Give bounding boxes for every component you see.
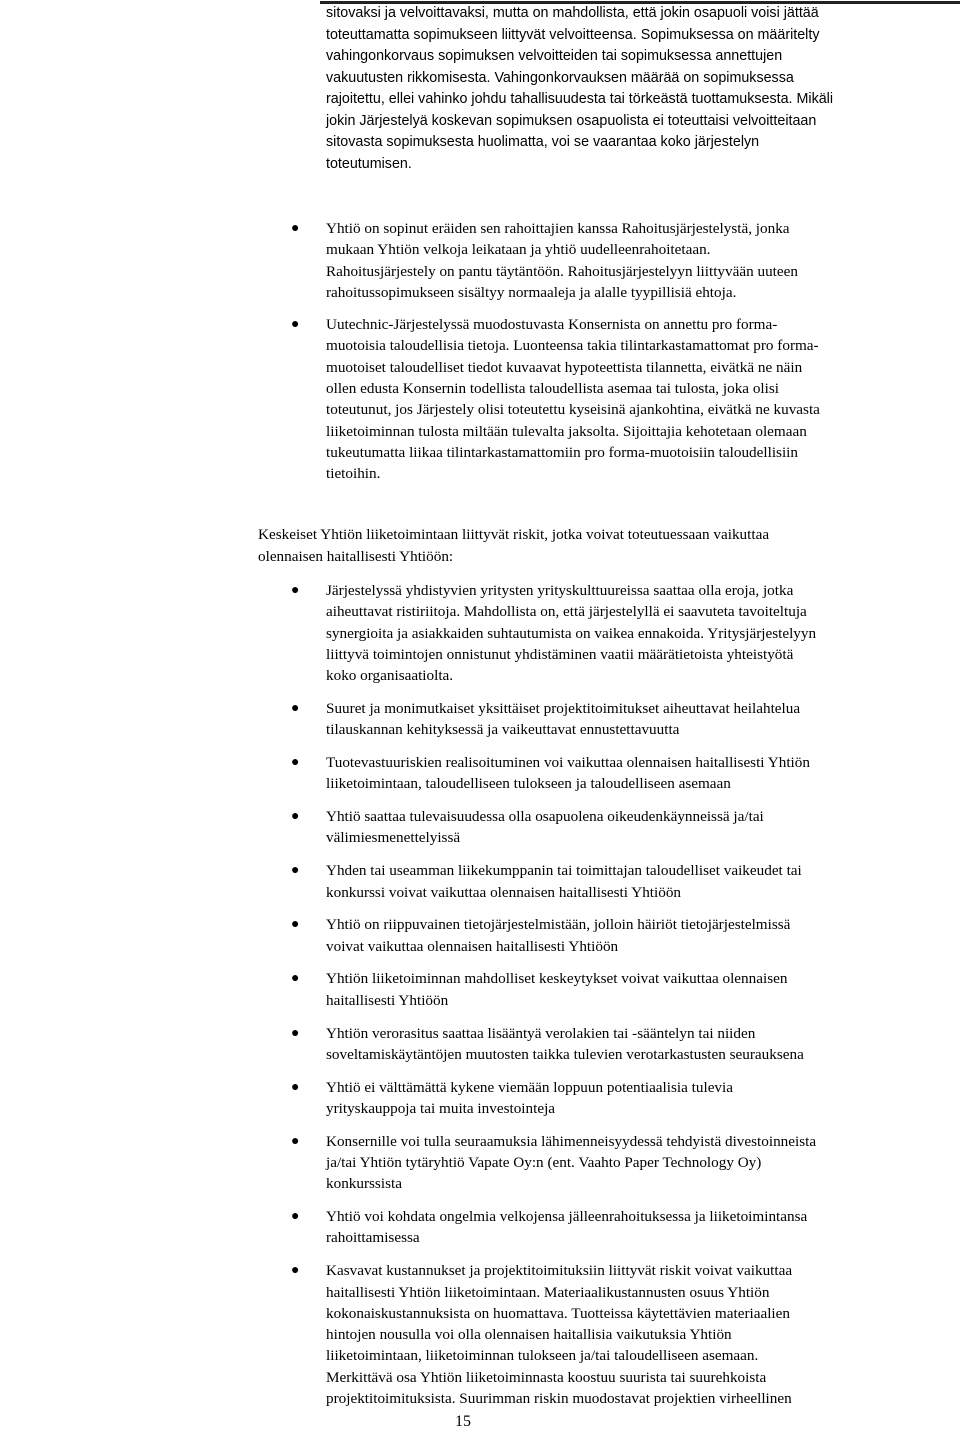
text-line: konkurssi voivat vaikuttaa olennaisen haitallisesti Yhtiöön <box>326 883 682 901</box>
text-line: Konsernille voi tulla seuraamuksia lähimenneisyydessä tehdyistä divestoinneista <box>326 1132 817 1150</box>
list-item <box>0 218 926 303</box>
text-line: sitovaksi ja velvoittavaksi, mutta on mahdollista, että jokin osapuoli voisi jättää <box>326 5 819 21</box>
text-line: tukeutumatta liikaa tilintarkastamattomiin pro forma-muotoisiin taloudellisiin <box>326 443 798 461</box>
text-line: toteuttamatta sopimukseen liittyvät velvoitteensa. Sopimuksessa on määritelty <box>326 26 820 43</box>
text-line: yrityskauppoja tai muita investointeja <box>326 1099 556 1117</box>
list-item <box>0 860 926 903</box>
text-line: soveltamiskäytäntöjen muutosten taikka tulevien verotarkastusten seurauksena <box>326 1045 804 1063</box>
text-line: olennaisen haitallisesti Yhtiöön: <box>258 547 454 565</box>
text-line: Yhtiön liiketoiminnan mahdolliset keskeytykset voivat vaikuttaa olennaisen <box>326 970 788 988</box>
bullet-icon: ● <box>291 971 300 987</box>
text-line: koko organisaatiolta. <box>326 667 454 685</box>
page-number: 15 <box>455 1413 471 1430</box>
bullet-list-risks <box>0 580 960 1409</box>
text-line: välimiesmenettelyissä <box>326 829 461 847</box>
list-item <box>0 752 926 795</box>
list-item <box>0 806 926 849</box>
text-line: mukaan Yhtiön velkoja leikataan ja yhtiö uudelleenrahoitetaan. <box>326 241 711 259</box>
list-item <box>0 1077 926 1120</box>
text-line: voivat vaikuttaa olennaisen haitallisesti Yhtiöön <box>326 937 619 955</box>
bullet-icon: ● <box>291 809 300 825</box>
bullet-icon: ● <box>291 1209 300 1225</box>
text-line: muotoiset taloudelliset tiedot kuvaavat hypoteettista tilannetta, eivätkä ne näin <box>326 358 803 376</box>
list-item <box>0 1131 926 1195</box>
text-line: haitallisesti Yhtiön liiketoimintaan. Materiaalikustannusten osuus Yhtiön <box>326 1283 770 1301</box>
text-line: haitallisesti Yhtiöön <box>326 991 449 1009</box>
text-line: synergioita ja asiakkaiden suhtautumista on vaikea ennakoida. Yritysjärjestelyyn <box>326 624 817 642</box>
bullet-icon: ● <box>291 755 300 771</box>
text-line: Suuret ja monimutkaiset yksittäiset projektitoimitukset aiheuttavat heilahtelua <box>326 699 801 717</box>
risks-intro-paragraph <box>258 524 948 567</box>
text-line: liiketoimintaan, liiketoiminnan tulokseen ja/tai taloudelliseen asemaan. <box>326 1347 759 1365</box>
text-line: Rahoitusjärjestely on pantu täytäntöön. Rahoitusjärjestelyyn liittyvään uuteen <box>326 262 798 280</box>
text-line: toteutunut, jos Järjestely olisi toteutettu kyseisinä ajankohtina, eivätkä ne kuvasta <box>326 401 820 419</box>
text-line: ja/tai Yhtiön tytäryhtiö Vapate Oy:n (ent. Vaahto Paper Technology Oy) <box>326 1154 762 1172</box>
text-line: Yhtiön verorasitus saattaa lisääntyä verolakien tai -sääntelyn tai niiden <box>326 1024 756 1042</box>
bullet-icon: ● <box>291 317 300 333</box>
text-line: Merkittävä osa Yhtiön liiketoiminnasta koostuu suurista tai suurehkoista <box>326 1368 767 1386</box>
text-line: Keskeiset Yhtiön liiketoimintaan liittyvät riskit, jotka voivat toteutuessaan vaikuttaa <box>258 526 770 543</box>
text-line: Kasvavat kustannukset ja projektitoimituksiin liittyvät riskit voivat vaikuttaa <box>326 1262 793 1280</box>
text-line: liiketoimintaan, taloudelliseen tulokseen ja taloudelliseen asemaan <box>326 775 731 793</box>
list-item <box>0 1206 926 1249</box>
bullet-icon: ● <box>291 700 300 716</box>
text-line: sitovasta sopimuksesta huolimatta, voi se vaarantaa koko järjestelyn <box>326 134 760 150</box>
text-line: liiketoiminnan tulosta miltään tulevalta jaksolta. Sijoittajia kehotetaan olemaan <box>326 422 807 440</box>
text-line: vakuutusten rikkomisesta. Vahingonkorvauksen määrää on sopimuksessa <box>326 69 794 86</box>
text-line: tietoihin. <box>326 465 381 483</box>
text-line: muotoisia taloudellisia tietoja. Luonteensa takia tilintarkastamattomat pro forma- <box>326 337 819 355</box>
bullet-icon: ● <box>291 1079 300 1095</box>
list-item <box>0 1023 926 1066</box>
text-line: Yhden tai useamman liikekumppanin tai toimittajan taloudelliset vaikeudet tai <box>326 862 802 880</box>
bullet-icon: ● <box>291 1025 300 1041</box>
text-line: liittyvä toimintojen onnistunut yhdistäminen vaatii määrätietoista yhteistyötä <box>326 645 794 663</box>
list-item <box>0 914 926 957</box>
text-line: tilauskannan kehityksessä ja vaikeuttavat ennustettavuutta <box>326 721 680 739</box>
bullet-list-financing <box>0 218 960 485</box>
bullet-icon: ● <box>291 583 300 598</box>
text-line: Yhtiö on sopinut eräiden sen rahoittajien kanssa Rahoitusjärjestelystä, jonka <box>326 220 790 237</box>
list-item <box>0 580 926 686</box>
text-line: rahoittamisessa <box>326 1229 420 1247</box>
text-line: aiheuttavat ristiriitoja. Mahdollista on, että järjestelyllä ei saavuteta tavoiteltuja <box>326 603 807 621</box>
text-line: Järjestelyssä yhdistyvien yritysten yrityskulttuureissa saattaa olla eroja, jotka <box>326 582 794 599</box>
list-item <box>0 314 926 484</box>
text-line: projektitoimituksista. Suurimman riskin muodostavat projektien virheellinen <box>326 1390 792 1407</box>
text-line: hintojen nousulla voi olla olennaisen haitallisia vaikutuksia Yhtiön <box>326 1326 732 1344</box>
text-line: ollen edusta Konsernin todellista taloudellista asemaa tai tulosta, joka olisi <box>326 380 779 398</box>
text-line: kokonaiskustannuksista on huomattava. Tuotteissa käytettävien materiaalien <box>326 1304 790 1322</box>
text-line: jokin Järjestelyä koskevan sopimuksen osapuolista ei toteuttaisi velvoitteitaan <box>326 112 817 129</box>
list-item <box>0 968 926 1011</box>
text-line: Tuotevastuuriskien realisoituminen voi vaikuttaa olennaisen haitallisesti Yhtiön <box>326 754 810 772</box>
bullet-icon: ● <box>291 221 300 236</box>
list-item <box>0 698 926 741</box>
text-line: Yhtiö ei välttämättä kykene viemään loppuun potentiaalisia tulevia <box>326 1078 733 1096</box>
bullet-icon: ● <box>291 1133 300 1149</box>
text-line: Yhtiö voi kohdata ongelmia velkojensa jälleenrahoituksessa ja liiketoimintansa <box>326 1208 808 1226</box>
text-line: Yhtiö saattaa tulevaisuudessa olla osapuolena oikeudenkäynneissä ja/tai <box>326 808 764 826</box>
continuation-paragraph <box>326 3 926 175</box>
text-line: rajoitettu, ellei vahinko johdu tahallisuudesta tai törkeästä tuottamuksesta. Mikäli <box>326 91 834 107</box>
bullet-icon: ● <box>291 1263 300 1279</box>
text-line: vahingonkorvaus sopimuksen velvoitteiden tai sopimuksessa annettujen <box>326 48 783 64</box>
list-item <box>0 1260 926 1409</box>
bullet-icon: ● <box>291 863 300 879</box>
text-line: toteutumisen. <box>326 155 412 172</box>
text-line: Yhtiö on riippuvainen tietojärjestelmistään, jolloin häiriöt tietojärjestelmissä <box>326 916 791 934</box>
text-line: Uutechnic-Järjestelyssä muodostuvasta Konsernista on annettu pro forma- <box>326 316 778 334</box>
bullet-icon: ● <box>291 917 300 933</box>
text-line: konkurssista <box>326 1175 402 1193</box>
text-line: rahoitussopimukseen sisältyy normaaleja ja alalle tyypillisiä ehtoja. <box>326 283 737 301</box>
